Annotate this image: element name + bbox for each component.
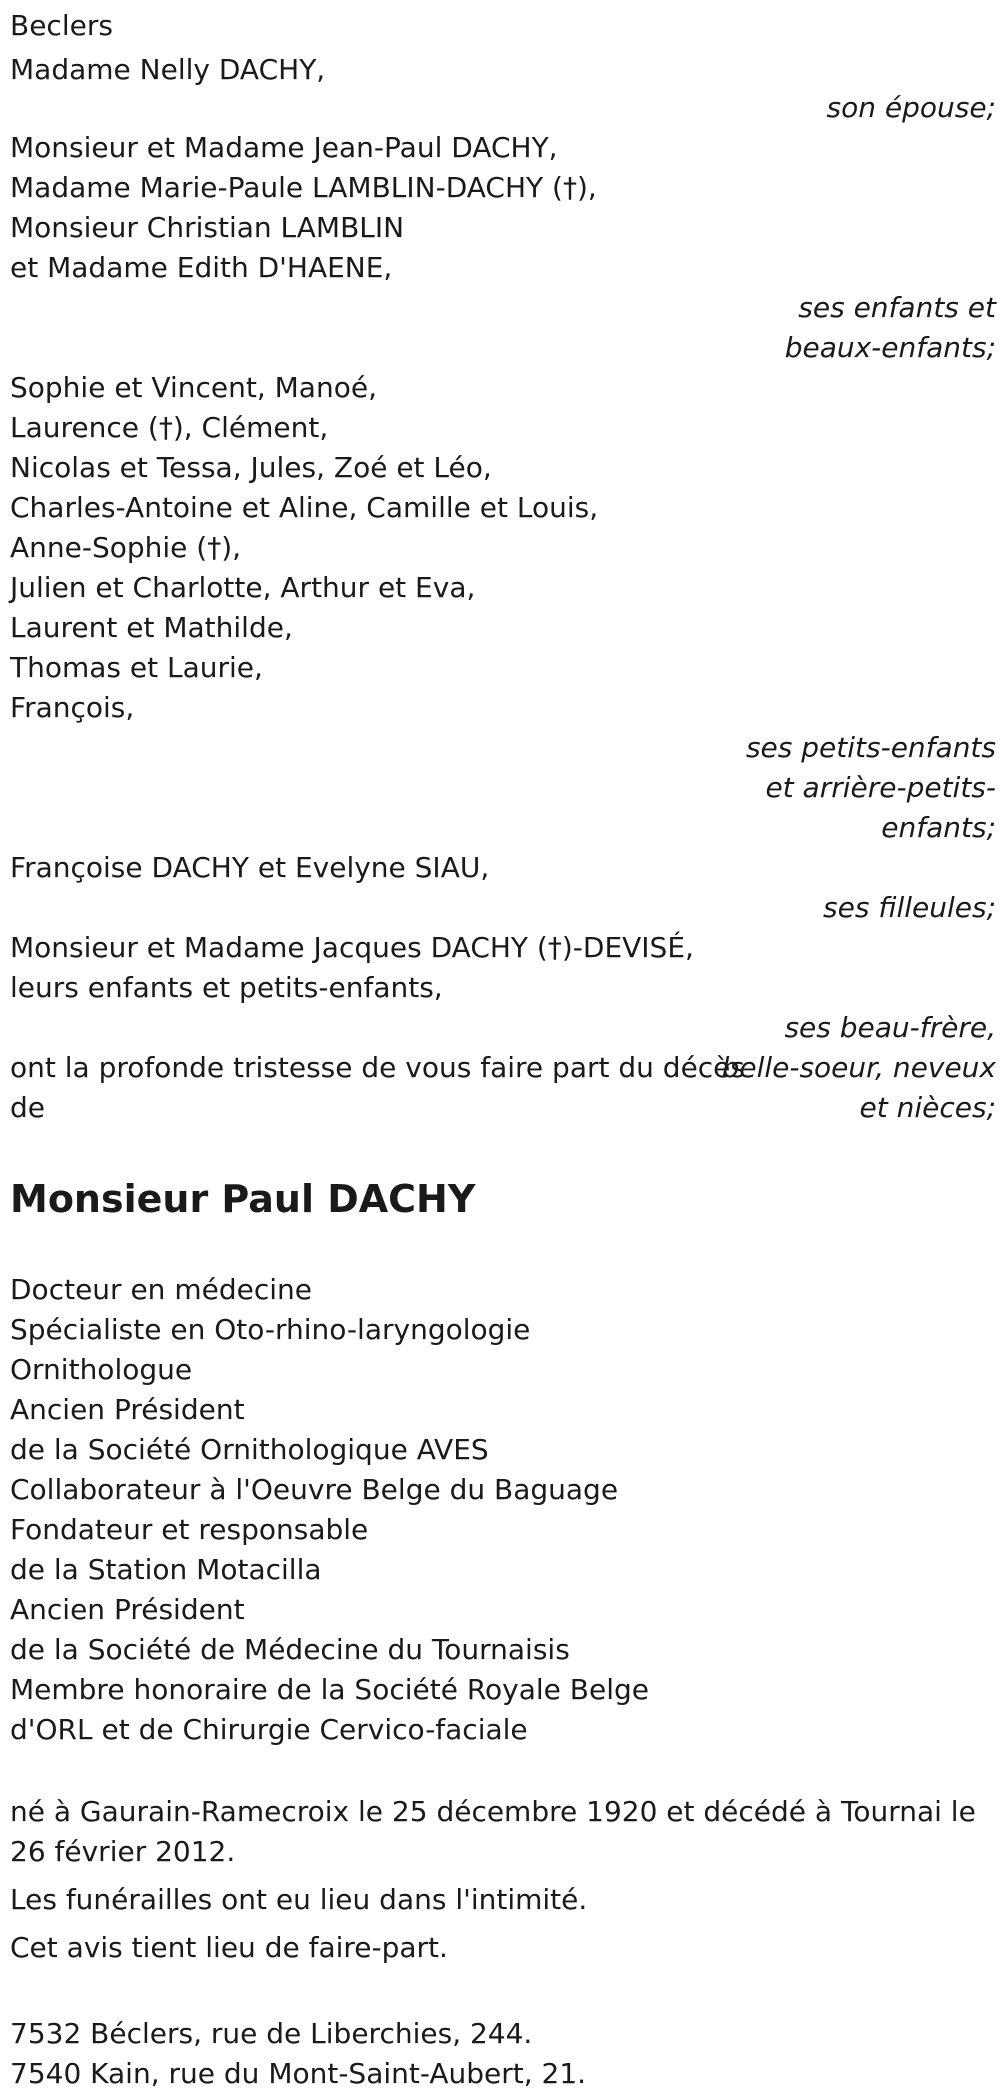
location-header: Beclers: [10, 9, 113, 42]
in-laws-and-announcement: [10, 1008, 996, 1128]
family-name-line: et Madame Edith D'HAENE,: [10, 251, 393, 284]
announcement-line: ont la profonde tristesse de vous faire part du décès: [10, 1051, 745, 1084]
title-line: Docteur en médecine: [10, 1273, 312, 1306]
family-name-line: Laurent et Mathilde,: [10, 611, 293, 644]
deceased-name: Monsieur Paul DACHY: [10, 1177, 476, 1221]
title-line: de la Société Ornithologique AVES: [10, 1433, 489, 1466]
addresses: [10, 2014, 996, 2094]
title-line: Fondateur et responsable: [10, 1513, 369, 1546]
family-name-line: Laurence (†), Clément,: [10, 411, 329, 444]
title-line: Ancien Président: [10, 1393, 245, 1426]
relation-line: ses enfants et: [798, 291, 996, 324]
family-name-line: Françoise DACHY et Evelyne SIAU,: [10, 851, 490, 884]
relation-label: [10, 728, 996, 848]
family-name-line: Thomas et Laurie,: [10, 651, 263, 684]
relation-line: et nièces;: [859, 1091, 996, 1124]
family-name-line: Monsieur et Madame Jacques DACHY (†)-DEVISÉ,: [10, 931, 694, 964]
family-name-line: Sophie et Vincent, Manoé,: [10, 371, 377, 404]
family-name-line: Julien et Charlotte, Arthur et Eva,: [10, 571, 476, 604]
family-name-line: Monsieur Christian LAMBLIN: [10, 211, 405, 244]
family-name-line: Anne-Sophie (†),: [10, 531, 242, 564]
family-name-line: Madame Nelly DACHY,: [10, 53, 326, 86]
relation-line: ses filleules;: [823, 891, 996, 924]
announcement-line: de: [10, 1091, 45, 1124]
family-name-line: Charles-Antoine et Aline, Camille et Louis,: [10, 491, 599, 524]
obituary-notice: [10, 6, 996, 2094]
family-group-grandchildren: [10, 368, 996, 848]
relation-label: [722, 1008, 996, 1128]
relation-line: beaux-enfants;: [784, 331, 996, 364]
address-line: 7532 Béclers, rue de Liberchies, 244.: [10, 2017, 533, 2050]
relation-line: et arrière-petits-: [765, 771, 996, 804]
notice-text: Cet avis tient lieu de faire-part.: [10, 1931, 448, 1964]
birth-death-dates: né à Gaurain-Ramecroix le 25 décembre 1920 et décédé à Tournai le 26 février 2012.: [10, 1795, 976, 1868]
family-group-in-laws: [10, 928, 996, 1128]
family-group-goddaughters: [10, 848, 996, 928]
title-line: de la Station Motacilla: [10, 1553, 322, 1586]
title-line: Spécialiste en Oto-rhino-laryngologie: [10, 1313, 531, 1346]
family-name-line: Nicolas et Tessa, Jules, Zoé et Léo,: [10, 451, 492, 484]
relation-label: [10, 288, 996, 368]
relation-label: [10, 888, 996, 928]
funeral-info: Les funérailles ont eu lieu dans l'intimité.: [10, 1883, 588, 1916]
relation-line: ses petits-enfants: [745, 731, 996, 764]
title-line: de la Société de Médecine du Tournaisis: [10, 1633, 570, 1666]
address-line: 7540 Kain, rue du Mont-Saint-Aubert, 21.: [10, 2057, 587, 2090]
title-line: Ornithologue: [10, 1353, 193, 1386]
title-line: Membre honoraire de la Société Royale Belge: [10, 1673, 650, 1706]
title-line: Collaborateur à l'Oeuvre Belge du Baguage: [10, 1473, 619, 1506]
titles-list: [10, 1270, 996, 1750]
family-name-line: Monsieur et Madame Jean-Paul DACHY,: [10, 131, 558, 164]
title-line: Ancien Président: [10, 1593, 245, 1626]
relation-line: enfants;: [881, 811, 996, 844]
relation-line: son épouse;: [826, 91, 996, 124]
family-group-children: [10, 128, 996, 368]
title-line: d'ORL et de Chirurgie Cervico-faciale: [10, 1713, 528, 1746]
family-group-spouse: [10, 50, 996, 128]
family-name-line: leurs enfants et petits-enfants,: [10, 971, 443, 1004]
relation-line: ses beau-frère,: [784, 1011, 996, 1044]
family-name-line: Madame Marie-Paule LAMBLIN-DACHY (†),: [10, 171, 597, 204]
relation-line: belle-soeur, neveux: [721, 1051, 996, 1084]
family-name-line: François,: [10, 691, 135, 724]
announcement: [10, 1048, 745, 1128]
relation-label: [10, 88, 996, 128]
